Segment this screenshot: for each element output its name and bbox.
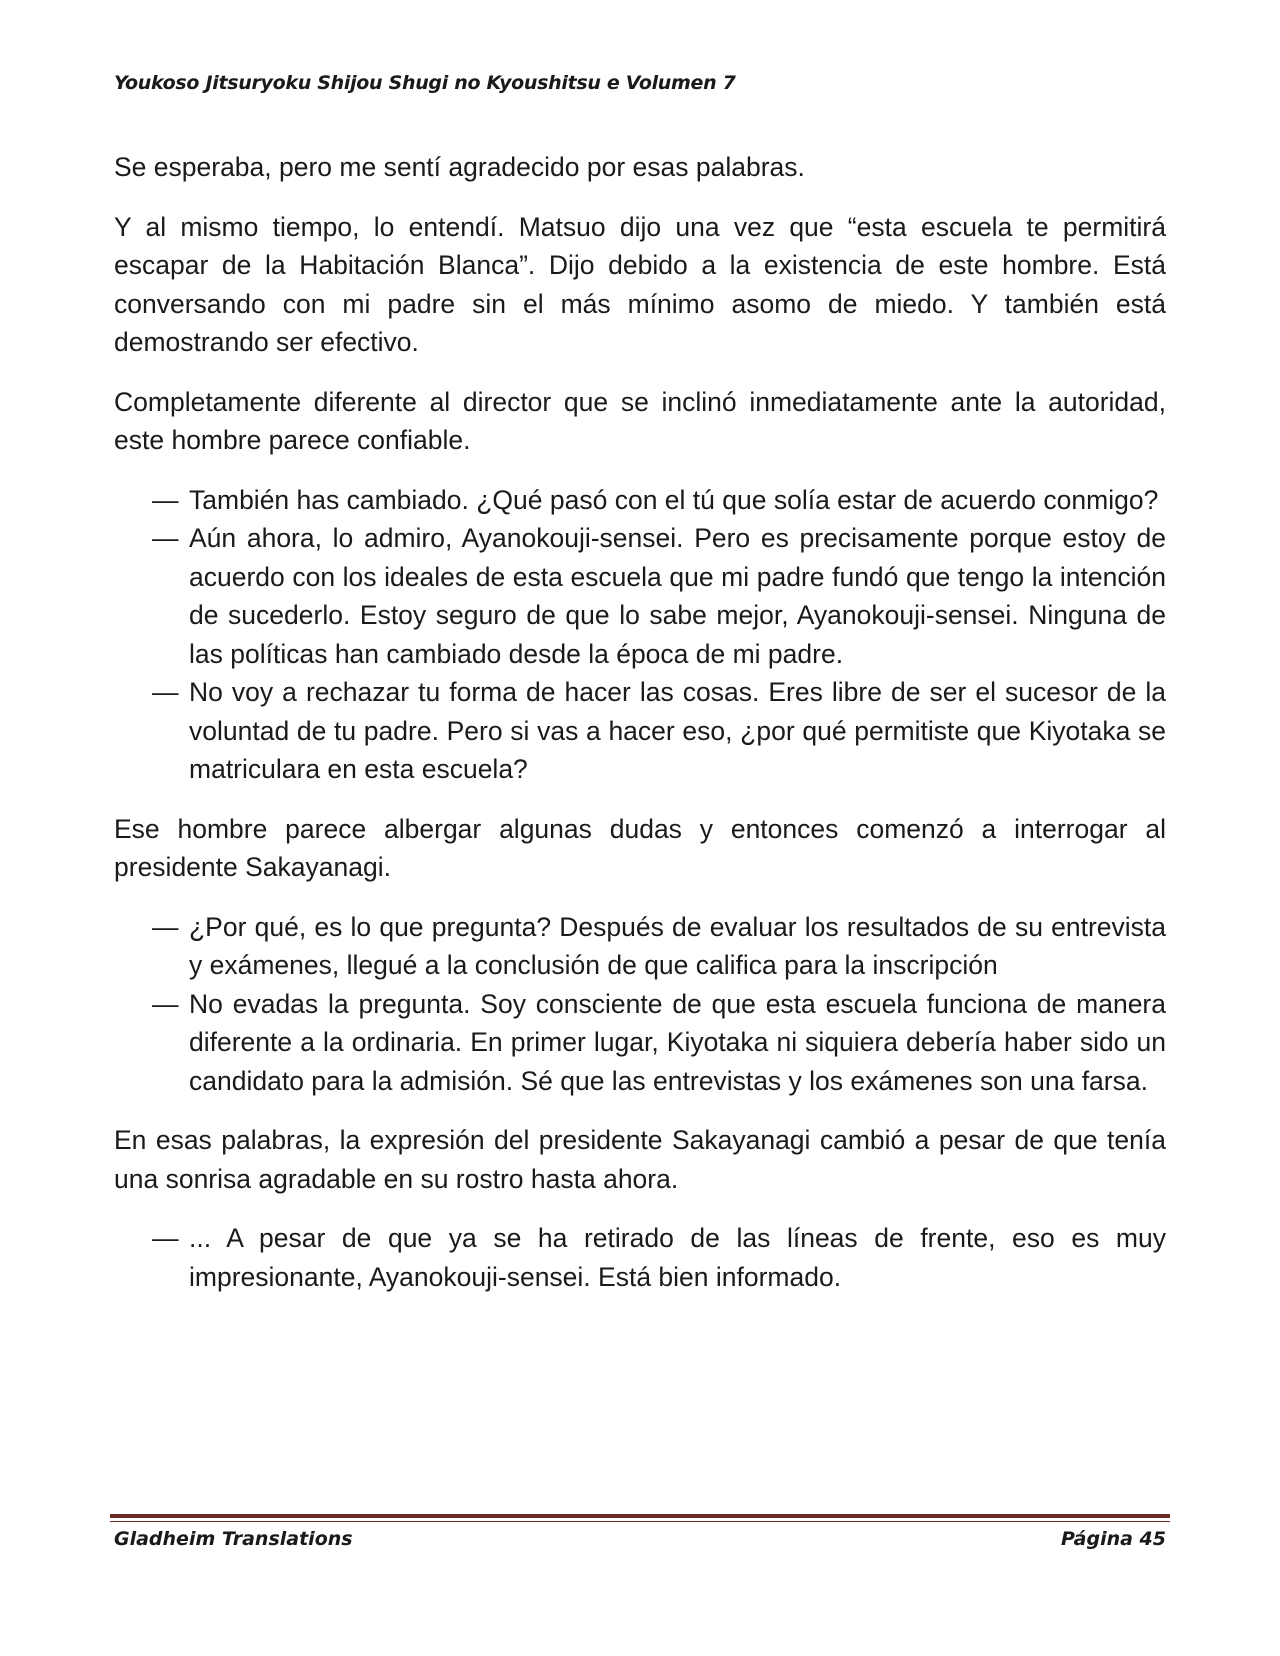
dialogue-line bbox=[114, 673, 1166, 789]
dialogue-block bbox=[114, 481, 1166, 789]
footer-divider-thin bbox=[110, 1521, 1170, 1522]
dialogue-text: Aún ahora, lo admiro, Ayanokouji-sensei. Pero es precisamente porque estoy de acuerdo con los ideales de esta escuela que mi padre fundó que tengo la intención de sucederlo. Estoy seguro de que lo sabe mejor, Ayanokouji-sensei. Ninguna de las políticas han cambiado desde la época de mi padre. bbox=[189, 523, 1166, 669]
paragraph: Y al mismo tiempo, lo entendí. Matsuo dijo una vez que “esta escuela te permitirá escapar de la Habitación Blanca”. Dijo debido a la existencia de este hombre. Está conversando con mi padre sin el más mínimo asomo de miedo. Y también está demostrando ser efectivo. bbox=[114, 211, 1166, 357]
paragraph: En esas palabras, la expresión del presidente Sakayanagi cambió a pesar de que tenía una sonrisa agradable en su rostro hasta ahora. bbox=[114, 1125, 1166, 1194]
dialogue-text: ¿Por qué, es lo que pregunta? Después de evaluar los resultados de su entrevista y exámenes, llegué a la conclusión de que califica para la inscripción bbox=[189, 911, 1166, 980]
running-header-title: Youkoso Jitsuryoku Shijou Shugi no Kyoushitsu e Volumen 7 bbox=[114, 72, 736, 94]
paragraph: Ese hombre parece albergar algunas dudas y entonces comenzó a interrogar al presidente Sakayanagi. bbox=[114, 813, 1166, 882]
dialogue-dash: — bbox=[152, 1223, 179, 1253]
dialogue-line bbox=[114, 1219, 1166, 1296]
dialogue-line bbox=[114, 519, 1166, 673]
paragraph: Completamente diferente al director que se inclinó inmediatamente ante la autoridad, este hombre parece confiable. bbox=[114, 386, 1166, 455]
dialogue-dash: — bbox=[152, 484, 179, 515]
dialogue-line bbox=[114, 908, 1166, 985]
dialogue-text: No evadas la pregunta. Soy consciente de que esta escuela funciona de manera diferente a la ordinaria. En primer lugar, Kiyotaka ni siquiera debería haber sido un candidato para la admisión. Sé que las entrevistas y los exámenes son una farsa. bbox=[189, 988, 1166, 1096]
footer-credit: Gladheim Translations bbox=[114, 1528, 353, 1550]
dialogue-line bbox=[114, 481, 1166, 520]
paragraph: Se esperaba, pero me sentí agradecido por esas palabras. bbox=[114, 152, 805, 182]
dialogue-dash: — bbox=[152, 523, 179, 553]
footer-divider bbox=[110, 1514, 1170, 1518]
dialogue-line bbox=[114, 985, 1166, 1101]
dialogue-text: ... A pesar de que ya se ha retirado de las líneas de frente, eso es muy impresionante, Ayanokouji-sensei. Está bien informado. bbox=[189, 1223, 1166, 1292]
dialogue-block bbox=[114, 908, 1166, 1101]
page-body bbox=[114, 148, 1166, 1317]
dialogue-block bbox=[114, 1219, 1166, 1296]
dialogue-dash: — bbox=[152, 988, 179, 1019]
page-number: Página 45 bbox=[1060, 1528, 1166, 1550]
dialogue-dash: — bbox=[152, 677, 179, 707]
dialogue-text: También has cambiado. ¿Qué pasó con el tú que solía estar de acuerdo conmigo? bbox=[189, 484, 1159, 515]
dialogue-dash: — bbox=[152, 911, 179, 942]
dialogue-text: No voy a rechazar tu forma de hacer las cosas. Eres libre de ser el sucesor de la voluntad de tu padre. Pero si vas a hacer eso, ¿por qué permitiste que Kiyotaka se matriculara en esta escuela? bbox=[189, 677, 1166, 784]
